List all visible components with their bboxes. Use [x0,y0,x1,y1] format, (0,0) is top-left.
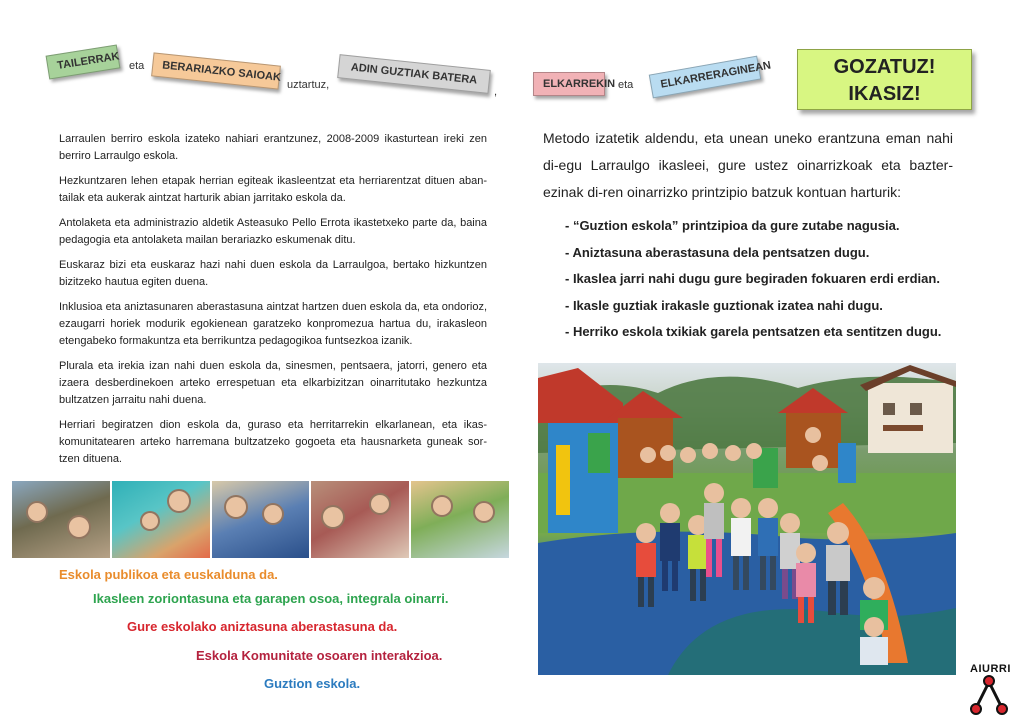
paragraph: Inklusioa eta aniztasunaren aberastasuna aintzat hartzen duen eskola da, eta ondorioz, ezaugarri horiek modurik egokienean garatzeko konpromezua hartua du, irakasleon etengabeko formakuntza eta berrikuntza pedagogikoa funtsezkoa izanik. [59,301,487,347]
tag-berariazko-saioak: BERARIAZKO SAIOAK [151,52,281,89]
paragraph: Antolaketa eta administrazio aldetik Asteasuko Pello Errota ikastetxeko parte da, baina pedagogia eta antolaketa mailan berariazko eskumenak ditu. [59,217,487,246]
classroom-photo-1 [12,481,112,558]
tag-adin-guztiak-batera: ADIN GUZTIAK BATERA [337,54,491,94]
principle-item: - “Guztion eskola” printzipioa da gure zutabe nagusia. [565,218,900,233]
left-text-column [59,131,487,476]
slogan-3: Gure eskolako aniztasuna aberastasuna da. [127,619,398,634]
tag-tailerrak: TAILERRAK [46,45,121,80]
classroom-photo-3 [212,481,312,558]
connector-uztartuz: uztartuz, [287,79,330,91]
principle-item: - Aniztasuna aberastasuna dela pentsatzen dugu. [565,244,870,260]
slogan-1: Eskola publikoa eta euskalduna da. [59,567,278,582]
slogan-2: Ikasleen zoriontasuna eta garapen osoa, integrala oinarri. [93,591,449,606]
method-intro: Metodo izatetik aldendu, eta unean uneko erantzuna eman nahi di-egu Larraulgo ikasleei, gure ustez oinarrizkoak eta bazter-ezinak di-ren oinarrizko printzipio batzuk kontuan harturik: [543,130,953,200]
classroom-photo-4 [311,481,411,558]
connector-eta-2: eta [618,79,634,91]
classroom-photo-2 [112,481,212,558]
slogan-5: Guztion eskola. [264,676,361,691]
classroom-photo-strip [12,481,511,558]
tag-elkarreraginean: ELKARRERAGINEAN [649,56,761,99]
principle-item: - Herriko eskola txikiak garela pentsatzen eta sentitzen dugu. [565,324,942,340]
playground-group-photo [538,363,956,675]
connector-comma: , [494,86,498,98]
connector-eta: eta [129,60,145,72]
slogan-4: Eskola Komunitate osoaren interakzioa. [196,648,443,663]
tag-elkarrekin: ELKARREKIN [533,72,605,96]
aiurri-logo-text: AIURRI [970,663,1011,675]
gozatuz-line-2: IKASIZ! [848,83,921,105]
principle-item: - Ikasle guztiak irakasle guztionak izatea nahi dugu. [565,297,883,313]
paragraph: Herriari begiratzen dion eskola da, guraso eta herritarrekin elkarlanean, eta ikas-komunitatearen arteko harremana bultzatzeko gogoeta eta hausnarketa guneak sor-tzen dituena. [59,419,487,465]
principle-item: - Ikaslea jarri nahi dugu gure begiraden fokuaren erdi erdian. [565,271,940,287]
gozatuz-line-1: GOZATUZ! [833,56,936,78]
paragraph: Larraulen berriro eskola izateko nahiari erantzunez, 2008-2009 ikasturtean ireki zen berriro Larraulgo eskola. [59,133,487,162]
gozatuz-ikasiz-box [797,49,972,110]
classroom-photo-5 [411,481,511,558]
paragraph: Hezkuntzaren lehen etapak herrian egiteak ikasleentzat eta herriarentzat dituen aban-tailak eta aukerak aintzat harturik abian jarritako eskola da. [59,175,487,204]
paragraph: Plurala eta irekia izan nahi duen eskola da, sinesmen, pentsaera, jatorri, genero eta izaera desberdinekoen arteko errespetuan eta elkarbizitzan oinarritutako hezkuntza bultzatzen jarraitu nahi duena. [59,360,487,406]
principles-list [565,213,965,346]
playground-illustration [538,363,956,675]
aiurri-logo-icon [964,660,1014,718]
paragraph: Euskaraz bizi eta euskaraz hazi nahi duen eskola da Larraulgoa, bertako hizkuntzen bizitzeko hautua egiten duena. [59,259,487,288]
